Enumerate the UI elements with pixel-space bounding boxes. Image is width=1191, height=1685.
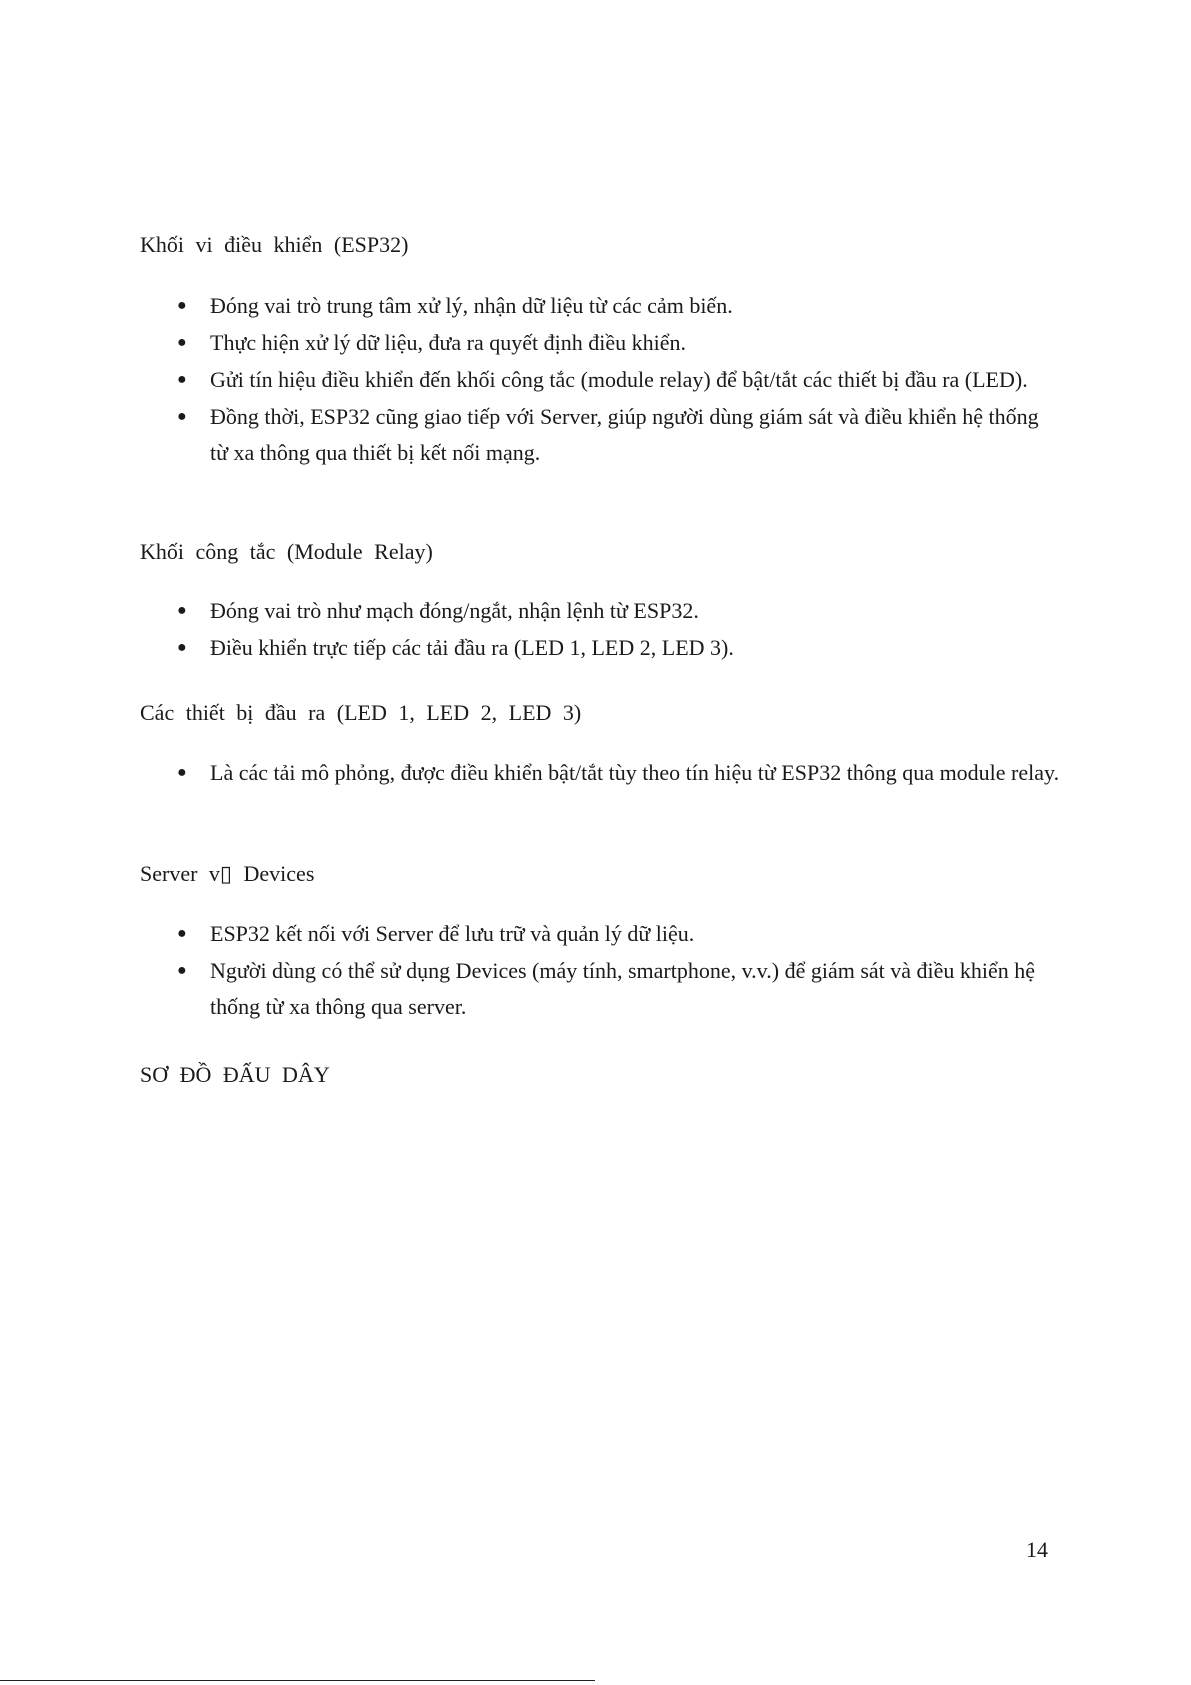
bullet-text: Điều khiển trực tiếp các tải đầu ra (LED 1, LED 2, LED 3). (210, 635, 734, 660)
bullet-list-server (0, 916, 1060, 1025)
bullet-text: Thực hiện xử lý dữ liệu, đưa ra quyết định điều khiển. (210, 330, 686, 355)
list-item (0, 953, 1060, 1025)
bullet-text: Đóng vai trò như mạch đóng/ngắt, nhận lệnh từ ESP32. (210, 598, 699, 623)
bullet-text: Người dùng có thể sử dụng Devices (máy tính, smartphone, v.v.) để giám sát và điều khiển hệ thống từ xa thông qua server. (210, 958, 1036, 1019)
bullet-icon: ● (177, 602, 187, 619)
bullet-icon: ● (177, 408, 187, 425)
list-item (0, 399, 1060, 471)
bullet-list-outputs (0, 755, 1060, 791)
list-item (0, 630, 1060, 666)
bullet-text: Đóng vai trò trung tâm xử lý, nhận dữ liệu từ các cảm biến. (210, 293, 733, 318)
section-heading-outputs: Các thiết bị đầu ra (LED 1, LED 2, LED 3) (140, 700, 582, 725)
bullet-text: Gửi tín hiệu điều khiển đến khối công tắc (module relay) để bật/tắt các thiết bị đầu ra (LED). (210, 367, 1028, 392)
bullet-icon: ● (177, 962, 187, 979)
list-item (0, 288, 1060, 324)
bullet-list-relay (0, 593, 1060, 666)
section-heading-wiring: SƠ ĐỒ ĐẤU DÂY (140, 1062, 330, 1087)
bullet-icon: ● (177, 334, 187, 351)
bullet-icon: ● (177, 297, 187, 314)
bullet-icon: ● (177, 764, 187, 781)
page-number: 14 (1026, 1537, 1048, 1562)
list-item (0, 325, 1060, 361)
list-item (0, 916, 1060, 952)
list-item (0, 755, 1060, 791)
bullet-icon: ● (177, 371, 187, 388)
bullet-list-esp32 (0, 288, 1060, 471)
section-heading-relay: Khối công tắc (Module Relay) (140, 539, 433, 564)
bullet-icon: ● (177, 639, 187, 656)
bullet-icon: ● (177, 925, 187, 942)
bullet-text: Đồng thời, ESP32 cũng giao tiếp với Server, giúp người dùng giám sát và điều khiển hệ thống từ xa thông qua thiết bị kết nối mạng. (210, 404, 1039, 465)
footer-divider (0, 1680, 595, 1681)
list-item (0, 362, 1060, 398)
section-heading-server: Server v▯ Devices (140, 861, 315, 886)
list-item (0, 593, 1060, 629)
section-heading-esp32: Khối vi điều khiển (ESP32) (140, 232, 409, 257)
bullet-text: ESP32 kết nối với Server để lưu trữ và quản lý dữ liệu. (210, 921, 695, 946)
bullet-text: Là các tải mô phỏng, được điều khiển bật/tắt tùy theo tín hiệu từ ESP32 thông qua module relay. (210, 760, 1060, 785)
